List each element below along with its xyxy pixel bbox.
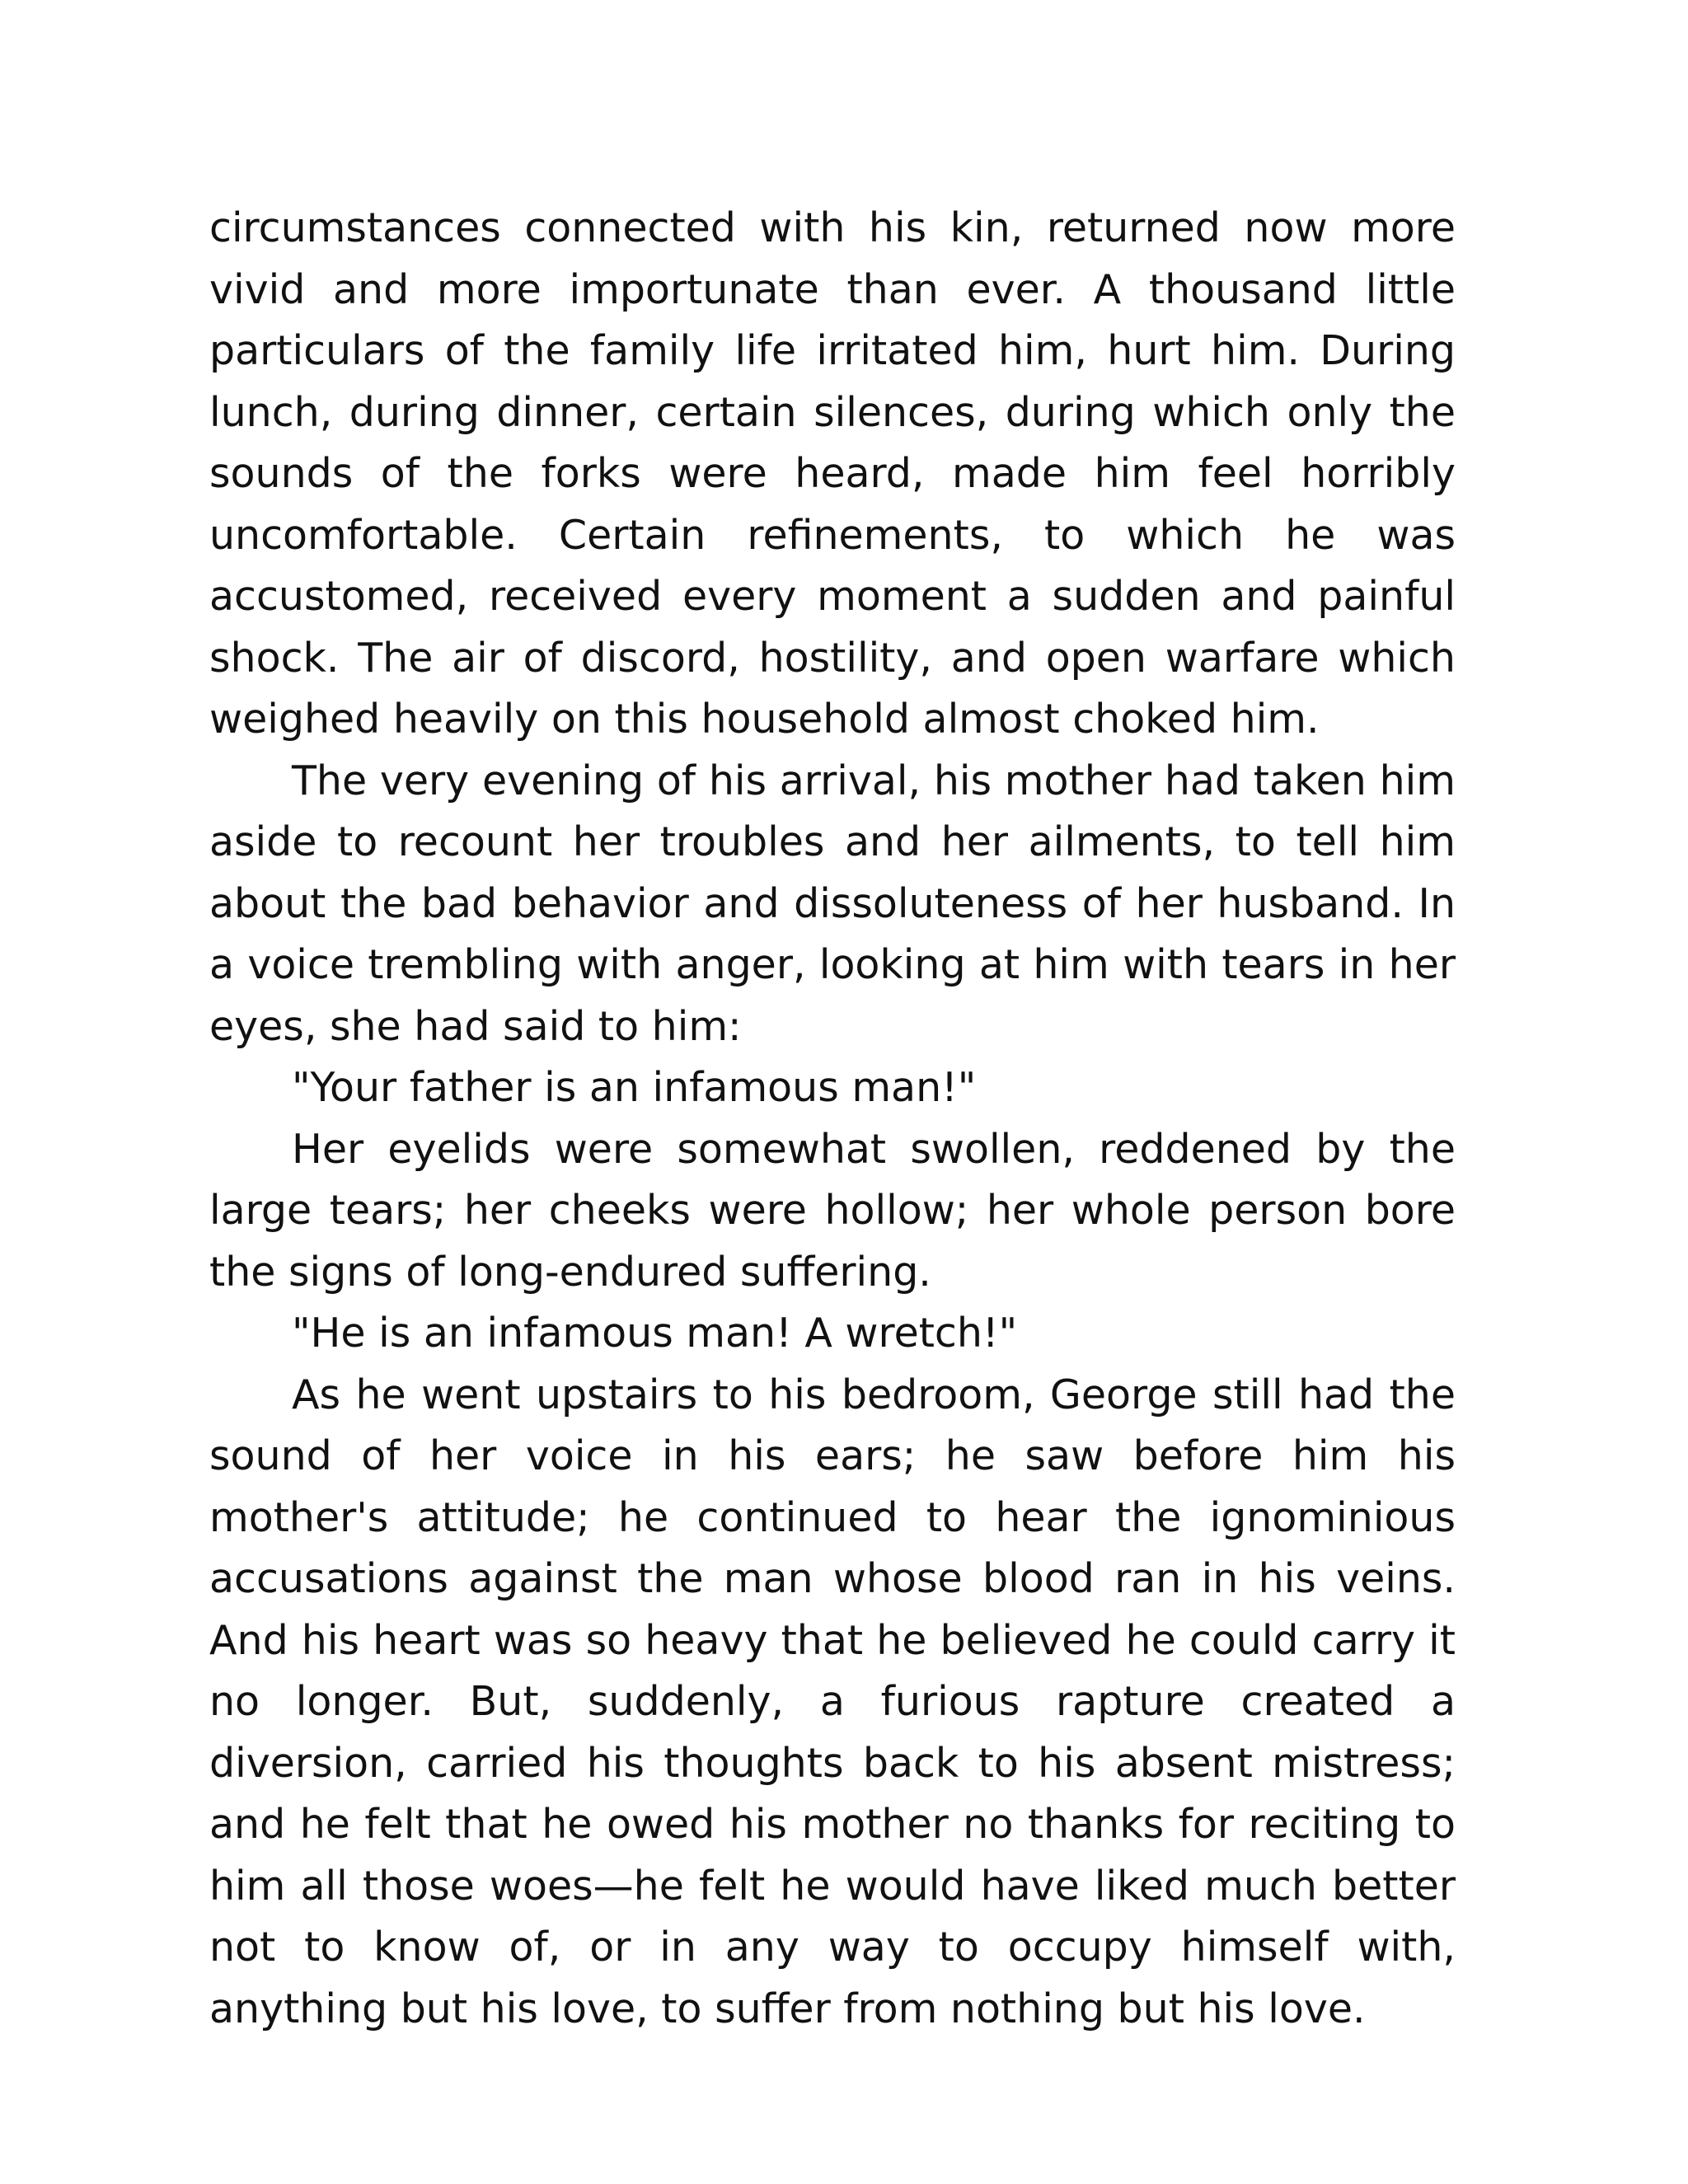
paragraph-continuation: circumstances connected with his kin, returned now more vivid and more importunate than ever. A thousand little particulars of the family life irritated him, hurt him. During lunch, during dinner, certain silences, during which only the sounds of the forks were heard, made him feel horribly uncomfortable. Certain refinements, to which he was accustomed, received every moment a sudden and painful shock. The air of discord, hostility, and open warfare which weighed heavily on this household almost choked him.: [209, 204, 1456, 743]
paragraph-eyelids: Her eyelids were somewhat swollen, reddened by the large tears; her cheeks were hollow; her whole person bore the signs of long-endured suffering.: [209, 1125, 1456, 1296]
document-body: [209, 198, 1456, 2040]
paragraph-evening-arrival: The very evening of his arrival, his mother had taken him aside to recount her troubles and her ailments, to tell him about the bad behavior and dissoluteness of her husband. In a voice trembling with anger, looking at him with tears in her eyes, she had said to him:: [209, 757, 1456, 1050]
paragraph-quote-wretch: "He is an infamous man! A wretch!": [292, 1310, 1018, 1357]
paragraph-quote-father: "Your father is an infamous man!": [292, 1064, 977, 1111]
paragraph-upstairs: As he went upstairs to his bedroom, George still had the sound of her voice in his ears; he saw before him his mother's attitude; he continued to hear the ignominious accusations against the man whose blood ran in his veins. And his heart was so heavy that he believed he could carry it no longer. But, suddenly, a furious rapture created a diversion, carried his thoughts back to his absent mistress; and he felt that he owed his mother no thanks for reciting to him all those woes—he felt he would have liked much better not to know of, or in any way to occupy himself with, anything but his love, to suffer from nothing but his love.: [209, 1371, 1456, 2032]
